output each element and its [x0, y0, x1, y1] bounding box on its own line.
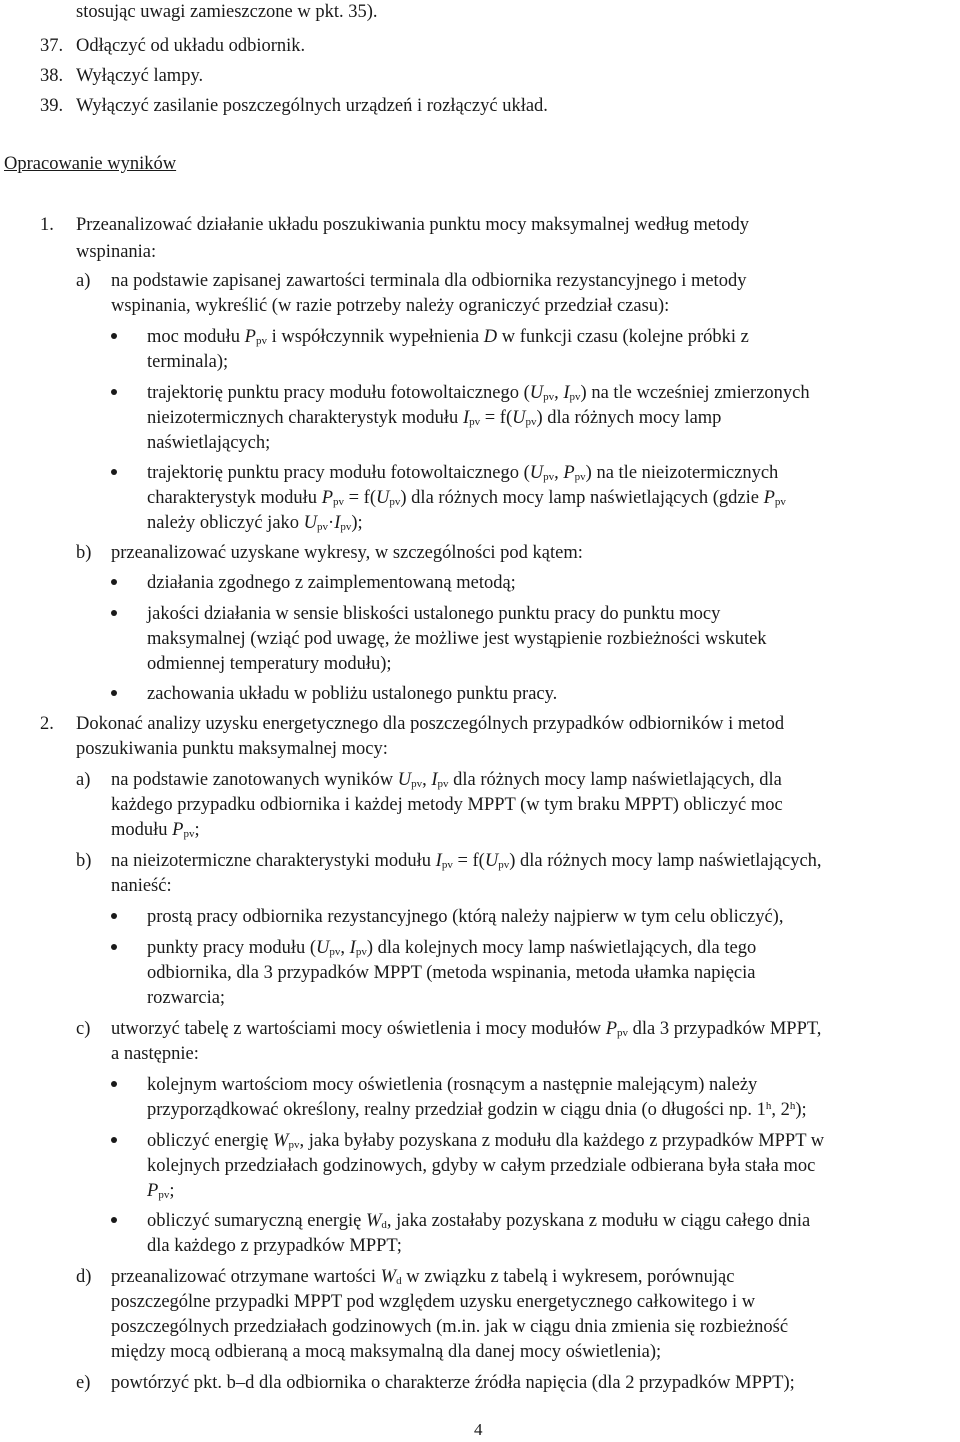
subitem-letter: c)	[76, 1019, 91, 1039]
bullet	[111, 690, 117, 696]
subitem-letter: e)	[76, 1373, 91, 1393]
subitem-text: powtórzyć pkt. b–d dla odbiornika o charakterze źródła napięcia (dla 2 przypadków MPPT);	[111, 1373, 795, 1393]
bullet-text: odmiennej temperatury modułu);	[147, 654, 392, 674]
item-text: Przeanalizować działanie układu poszukiwania punktu mocy maksymalnej według metody	[76, 215, 749, 235]
bullet-text: jakości działania w sensie bliskości ustalonego punktu pracy do punktu mocy	[147, 604, 721, 624]
bullet-text: prostą pracy odbiornika rezystancyjnego (którą należy najpierw w tym celu obliczyć),	[147, 907, 784, 927]
subitem-text: na podstawie zanotowanych wyników $U_{pv}$, $I_{pv}$ dla różnych mocy lamp naświetlających, dla	[111, 770, 782, 790]
bullet-text: dla każdego z przypadków MPPT;	[147, 1236, 402, 1256]
bullet	[111, 1137, 117, 1143]
step-number: 38.	[40, 66, 64, 86]
subitem-text: przeanalizować otrzymane wartości $W_d$ w związku z tabelą i wykresem, porównując	[111, 1267, 735, 1287]
subitem-text: modułu $P_{pv}$;	[111, 820, 200, 840]
subitem-letter: d)	[76, 1267, 92, 1287]
bullet-text: rozwarcia;	[147, 988, 226, 1008]
bullet	[111, 610, 117, 616]
bullet-text: zachowania układu w pobliżu ustalonego punktu pracy.	[147, 684, 558, 704]
bullet	[111, 1081, 117, 1087]
bullet-text: nieizotermicznych charakterystyk modułu $I_{pv} = f(U_{pv})$ dla różnych mocy lamp	[147, 408, 722, 428]
bullet-text: obliczyć sumaryczną energię $W_d$, jaka zostałaby pozyskana z modułu w ciągu całego dnia	[147, 1211, 811, 1231]
subitem-text: między mocą odbieraną a mocą maksymalną dla danej mocy oświetlenia);	[111, 1342, 662, 1362]
bullet-text: terminala);	[147, 352, 229, 372]
subitem-text: na nieizotermiczne charakterystyki modułu $I_{pv} = f(U_{pv})$ dla różnych mocy lamp naświetlających,	[111, 851, 822, 871]
step-text: Wyłączyć lampy.	[76, 66, 204, 86]
bullet	[111, 389, 117, 395]
bullet-text: odbiornika, dla 3 przypadków MPPT (metoda wspinania, metoda ułamka napięcia	[147, 963, 756, 983]
subitem-text: a następnie:	[111, 1044, 199, 1064]
item-text: poszukiwania punktu maksymalnej mocy:	[76, 739, 388, 759]
bullet-text: trajektorię punktu pracy modułu fotowoltaicznego ($U_{pv}$, $P_{pv}$) na tle nieizotermicznych	[147, 463, 779, 483]
bullet-text: moc modułu $P_{pv}$ i współczynnik wypełnienia D w funkcji czasu (kolejne próbki z	[147, 327, 749, 347]
bullet-text: naświetlających;	[147, 433, 271, 453]
bullet-text: przyporządkować określony, realny przedział godzin w ciągu dnia (o długości np. 1$^h$, 2$^h$);	[147, 1100, 807, 1120]
bullet-text: punkty pracy modułu ($U_{pv}$, $I_{pv}$) dla kolejnych mocy lamp naświetlających, dla tego	[147, 938, 757, 958]
step-text: Odłączyć od układu odbiornik.	[76, 36, 306, 56]
bullet	[111, 333, 117, 339]
bullet-text: maksymalnej (wziąć pod uwagę, że możliwe jest wystąpienie rozbieżności wskutek	[147, 629, 767, 649]
bullet	[111, 913, 117, 919]
page-number: 4	[474, 1420, 483, 1439]
subitem-text: na podstawie zapisanej zawartości terminala dla odbiornika rezystancyjnego i metody	[111, 271, 747, 291]
bullet	[111, 1217, 117, 1223]
subitem-letter: a)	[76, 271, 91, 291]
bullet-text: trajektorię punktu pracy modułu fotowoltaicznego ($U_{pv}$, $I_{pv}$) na tle wcześniej zmierzonych	[147, 383, 810, 403]
subitem-text: utworzyć tabelę z wartościami mocy oświetlenia i mocy modułów $P_{pv}$ dla 3 przypadków MPPT,	[111, 1019, 822, 1039]
bullet-text: działania zgodnego z zaimplementowaną metodą;	[147, 573, 516, 593]
bullet-text: obliczyć energię $W_{pv}$, jaka byłaby pozyskana z modułu dla każdego z przypadków MPPT w	[147, 1131, 825, 1151]
step-number: 39.	[40, 96, 64, 116]
subitem-letter: b)	[76, 543, 92, 563]
bullet	[111, 944, 117, 950]
bullet-text: należy obliczyć jako $U_{pv}\cdot I_{pv}$);	[147, 513, 363, 533]
step-continuation: stosując uwagi zamieszczone w pkt. 35).	[76, 2, 378, 22]
bullet-text: $P_{pv}$;	[147, 1181, 175, 1201]
section-heading: Opracowanie wyników	[4, 154, 177, 174]
step-number: 37.	[40, 36, 64, 56]
bullet-text: charakterystyk modułu $P_{pv} = f(U_{pv})$ dla różnych mocy lamp naświetlających (gdzie $P_{pv}$	[147, 488, 786, 508]
item-text: wspinania:	[76, 242, 157, 262]
bullet	[111, 579, 117, 585]
subitem-letter: b)	[76, 851, 92, 871]
subitem-text: poszczególne przypadki MPPT pod względem uzysku energetycznego całkowitego i w	[111, 1292, 756, 1312]
item-number: 2.	[40, 714, 54, 734]
bullet	[111, 469, 117, 475]
bullet-text: kolejnych przedziałach godzinowych, gdyby w całym przedziale odbierana była stała moc	[147, 1156, 816, 1176]
subitem-text: każdego przypadku odbiornika i każdej metody MPPT (w tym braku MPPT) obliczyć moc	[111, 795, 783, 815]
subitem-text: przeanalizować uzyskane wykresy, w szczególności pod kątem:	[111, 543, 583, 563]
subitem-text: wspinania, wykreślić (w razie potrzeby należy ograniczyć przedział czasu):	[111, 296, 670, 316]
subitem-letter: a)	[76, 770, 91, 790]
subitem-text: nanieść:	[111, 876, 172, 896]
item-text: Dokonać analizy uzysku energetycznego dla poszczególnych przypadków odbiorników i metod	[76, 714, 785, 734]
bullet-text: kolejnym wartościom mocy oświetlenia (rosnącym a następnie malejącym) należy	[147, 1075, 758, 1095]
item-number: 1.	[40, 215, 54, 235]
step-text: Wyłączyć zasilanie poszczególnych urządzeń i rozłączyć układ.	[76, 96, 548, 116]
subitem-text: poszczególnych przedziałach godzinowych (m.in. jak w ciągu dnia zmienia się rozbieżność	[111, 1317, 789, 1337]
